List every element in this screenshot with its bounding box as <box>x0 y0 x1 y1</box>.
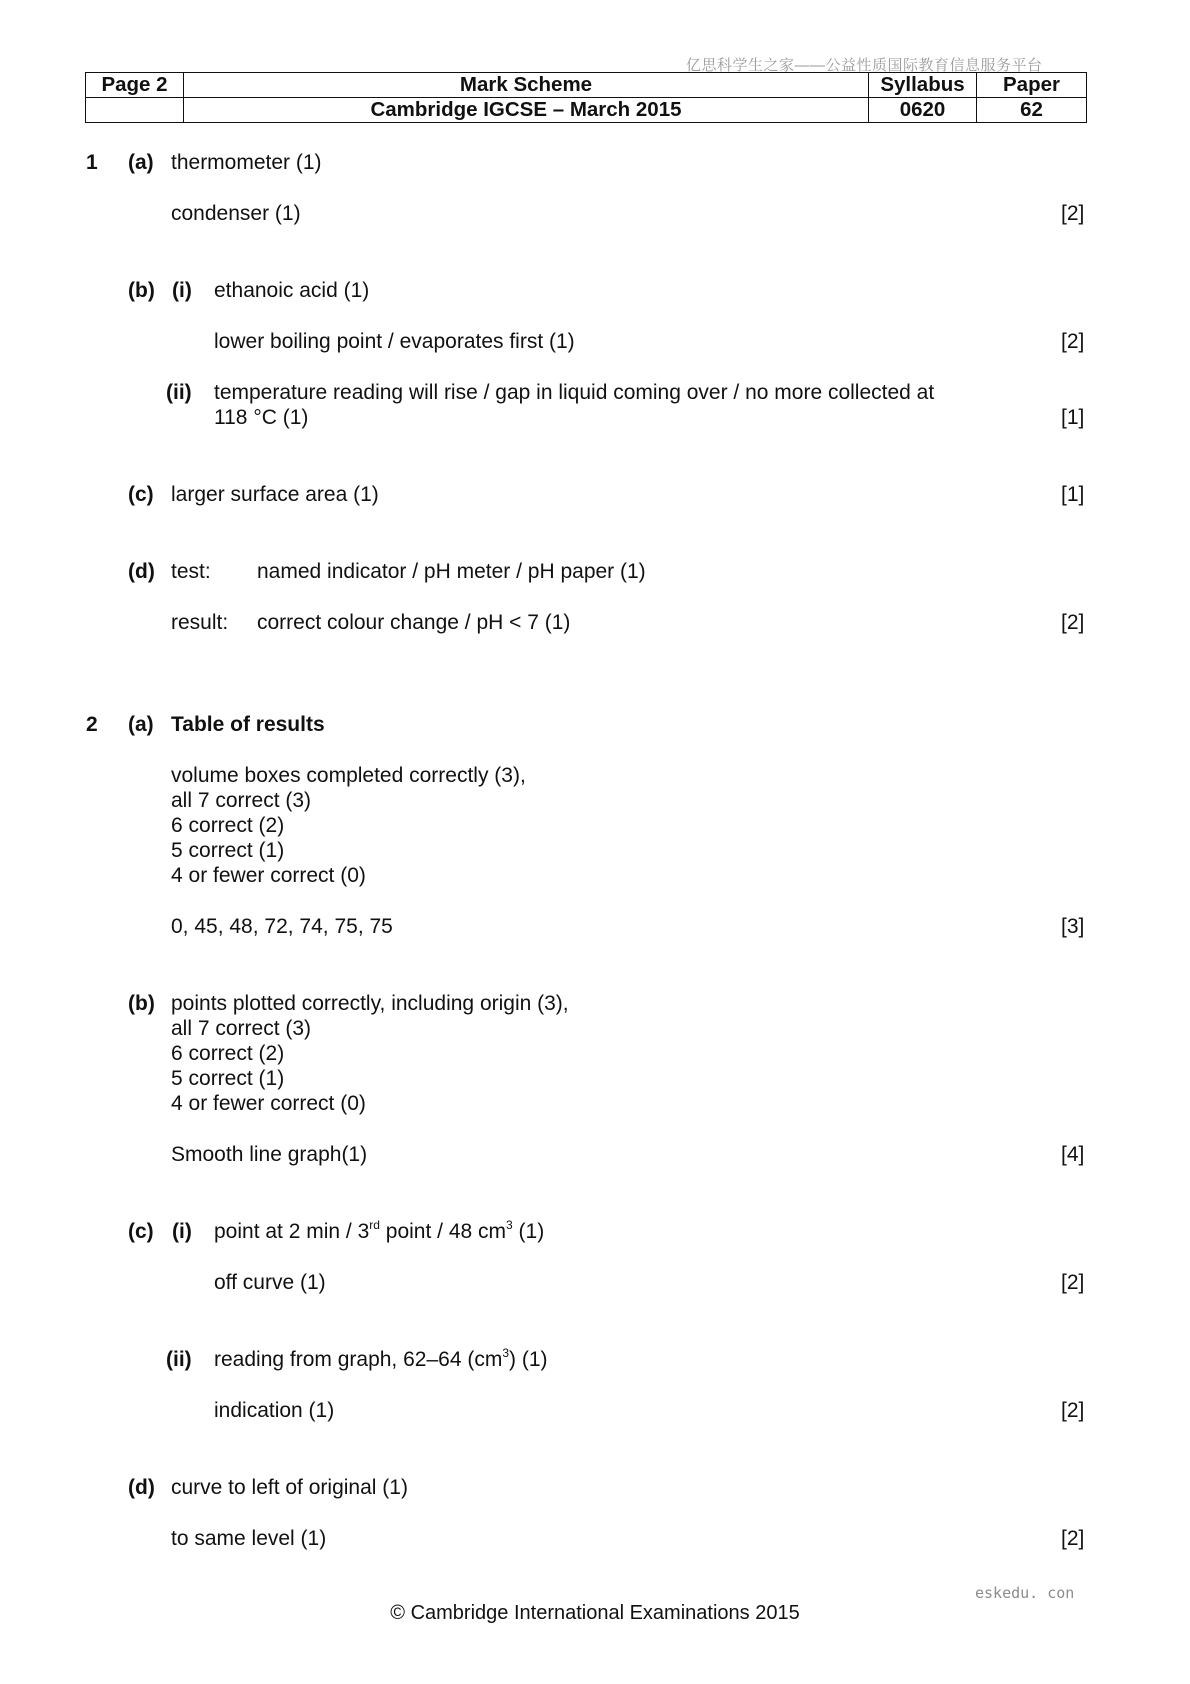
q2cii-mark: [2] <box>1061 1399 1085 1422</box>
q1bii-line1: temperature reading will rise / gap in liquid coming over / no more collected at <box>214 381 935 404</box>
q1bii-line2: 118 °C (1) <box>214 406 309 429</box>
q1b-label: (b) <box>128 279 155 302</box>
q2b-label: (b) <box>128 992 155 1015</box>
q1a-line2: condenser (1) <box>171 202 301 225</box>
page-label-blank <box>86 98 184 123</box>
q1bi-label: (i) <box>172 279 192 302</box>
paper-label: Paper <box>977 73 1087 98</box>
q2ci-sup-2: 3 <box>506 1218 513 1232</box>
q1bi-line1: ethanoic acid (1) <box>214 279 370 302</box>
exam-subtitle: Cambridge IGCSE – March 2015 <box>184 98 869 123</box>
page-label: Page 2 <box>86 73 184 98</box>
q2ci-mark: [2] <box>1061 1271 1085 1294</box>
q2cii-sup-1: 3 <box>502 1346 510 1360</box>
q2cii-line1 <box>214 1347 548 1372</box>
q1bii-mark: [1] <box>1061 406 1085 429</box>
q1a-mark: [2] <box>1061 202 1085 225</box>
q1bi-line2: lower boiling point / evaporates first (1) <box>214 330 575 353</box>
q2b-line: all 7 correct (3) <box>171 1017 312 1040</box>
q2b-line: 4 or fewer correct (0) <box>171 1092 366 1115</box>
site-watermark: eskedu. con <box>975 1584 1075 1602</box>
q2ci-label: (i) <box>172 1220 192 1243</box>
q2ci-line2: off curve (1) <box>214 1271 326 1294</box>
q2b-line: 5 correct (1) <box>171 1067 285 1090</box>
q2a-line: 4 or fewer correct (0) <box>171 864 366 887</box>
q1d-label: (d) <box>128 560 155 583</box>
q2b-line-graph: Smooth line graph(1) <box>171 1143 368 1166</box>
q2b-line: points plotted correctly, including origin (3), <box>171 992 569 1015</box>
q2cii-label: (ii) <box>166 1348 192 1371</box>
q2ci-text-2: point / 48 cm <box>379 1220 506 1243</box>
q1a-label: (a) <box>128 151 154 174</box>
q2cii-text-2: ) (1) <box>509 1348 548 1371</box>
q2b-line: 6 correct (2) <box>171 1042 285 1065</box>
q2a-label: (a) <box>128 713 154 736</box>
q1c-label: (c) <box>128 483 154 506</box>
q2ci-text-1: point at 2 min / 3 <box>214 1220 370 1243</box>
q1d-result-label: result: <box>171 611 229 634</box>
q1d-mark: [2] <box>1061 611 1085 634</box>
q2a-line: all 7 correct (3) <box>171 789 312 812</box>
q1c-mark: [1] <box>1061 483 1085 506</box>
q1-number: 1 <box>86 151 98 174</box>
q1bii-label: (ii) <box>166 381 192 404</box>
q2a-mark: [3] <box>1061 915 1085 938</box>
q2-number: 2 <box>86 713 98 736</box>
q1d-result-value: correct colour change / pH < 7 (1) <box>257 611 571 634</box>
q1d-test-value: named indicator / pH meter / pH paper (1) <box>257 560 646 583</box>
q2b-mark: [4] <box>1061 1143 1085 1166</box>
q2a-values: 0, 45, 48, 72, 74, 75, 75 <box>171 915 393 938</box>
q2ci-line1 <box>214 1219 544 1244</box>
copyright-footer: © Cambridge International Examinations 2015 <box>390 1602 800 1624</box>
q2a-line: 6 correct (2) <box>171 814 285 837</box>
paper-value: 62 <box>977 98 1087 123</box>
q2ci-sup-1: rd <box>369 1218 380 1232</box>
syllabus-label: Syllabus <box>869 73 977 98</box>
syllabus-value: 0620 <box>869 98 977 123</box>
q2d-line2: to same level (1) <box>171 1527 327 1550</box>
q2ci-text-3: (1) <box>512 1220 545 1243</box>
q1a-line1: thermometer (1) <box>171 151 322 174</box>
header-table <box>85 72 1087 123</box>
q2d-line1: curve to left of original (1) <box>171 1476 408 1499</box>
q2a-line: volume boxes completed correctly (3), <box>171 764 526 787</box>
watermark: 亿思科学生之家——公益性质国际教育信息服务平台 <box>686 57 1043 74</box>
q1bi-mark: [2] <box>1061 330 1085 353</box>
q2cii-text-1: reading from graph, 62–64 (cm <box>214 1348 503 1371</box>
q2a-heading: Table of results <box>171 713 325 736</box>
q1d-test-label: test: <box>171 560 211 583</box>
q1c-line1: larger surface area (1) <box>171 483 379 506</box>
q2d-mark: [2] <box>1061 1527 1085 1550</box>
q2d-label: (d) <box>128 1476 155 1499</box>
q2cii-line2: indication (1) <box>214 1399 335 1422</box>
document-title: Mark Scheme <box>184 73 869 98</box>
q2a-line: 5 correct (1) <box>171 839 285 862</box>
q2c-label: (c) <box>128 1220 154 1243</box>
